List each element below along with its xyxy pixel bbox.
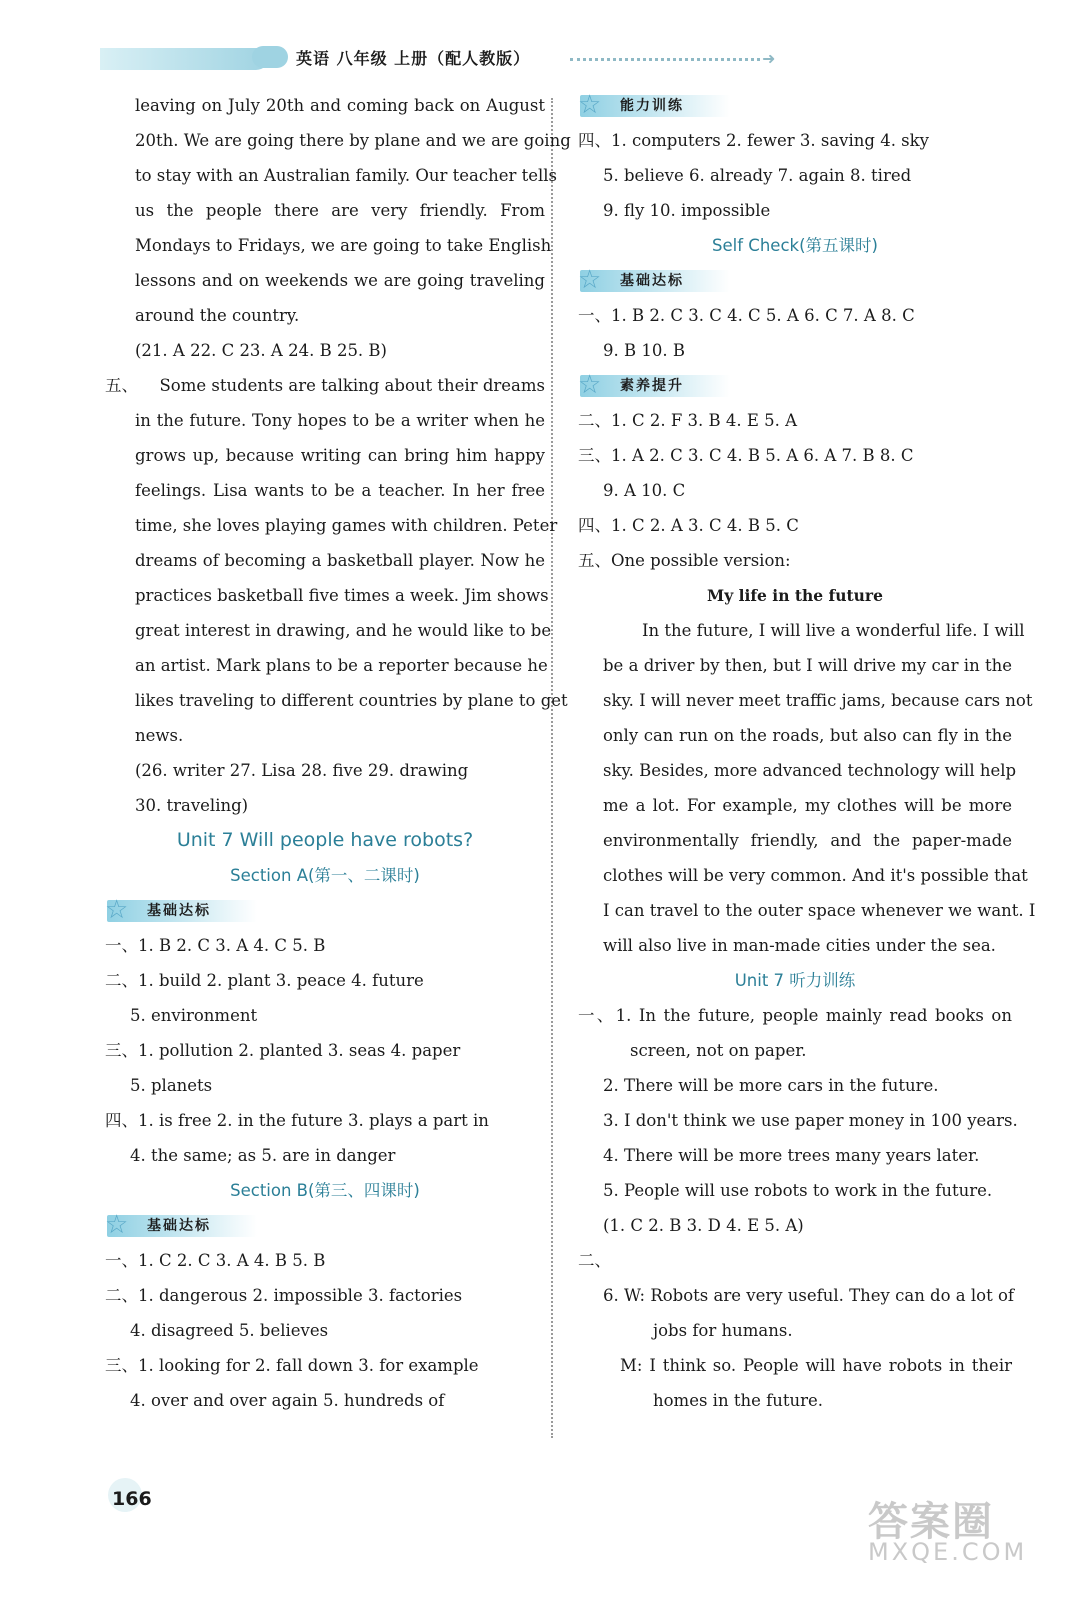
badge-label: 基础达标 [147, 1218, 211, 1234]
text-line: feelings. Lisa wants to be a teacher. In her free [135, 481, 545, 500]
listening-line: 4. There will be more trees many years later. [603, 1146, 980, 1165]
watermark-logo: 答案圈 [868, 1499, 994, 1545]
section-b-title: Section B(第三、四课时) [230, 1181, 420, 1200]
star-icon: ☆ [105, 895, 129, 925]
answer-line: 4. the same; as 5. are in danger [130, 1146, 396, 1165]
section-label: 五、 [105, 376, 138, 395]
text-line: in the future. Tony hopes to be a writer when he [135, 411, 545, 430]
answer-line: 一、1. B 2. C 3. C 4. C 5. A 6. C 7. A 8. C [578, 306, 915, 325]
page-number: 166 [112, 1488, 152, 1510]
text-line: likes traveling to different countries by plane to get [135, 691, 568, 710]
badge-ability [578, 88, 1012, 123]
answer-line: 五、One possible version: [578, 551, 791, 570]
star-icon: ☆ [105, 1210, 129, 1240]
text-line: Mondays to Fridays, we are going to take English [135, 236, 552, 255]
section-five-line [105, 368, 545, 403]
listening-line: 5. People will use robots to work in the future. [603, 1181, 993, 1200]
answer-line: 30. traveling) [135, 796, 249, 815]
text-line: us the people there are very friendly. From [135, 201, 545, 220]
text-line: news. [135, 726, 184, 745]
right-column [578, 88, 1036, 1418]
header-decoration-bar [100, 48, 270, 70]
text-line: 20th. We are going there by plane and we are going [135, 131, 571, 150]
listening-line: 2. There will be more cars in the future. [603, 1076, 939, 1095]
answer-line: 一、1. B 2. C 3. A 4. C 5. B [105, 936, 326, 955]
essay-title: My life in the future [707, 586, 883, 605]
badge-label: 能力训练 [620, 98, 684, 114]
answer-line: 三、1. pollution 2. planted 3. seas 4. paper [105, 1041, 461, 1060]
star-icon: ☆ [578, 370, 602, 400]
essay-line: me a lot. For example, my clothes will be more [603, 796, 1012, 815]
section-label: 二、 [578, 1251, 611, 1270]
header-dotted-line [570, 58, 760, 61]
answer-line: 二、1. C 2. F 3. B 4. E 5. A [578, 411, 798, 430]
watermark-url: MXQE.COM [868, 1538, 1028, 1566]
left-column [105, 88, 571, 1418]
essay-line: In the future, I will live a wonderful life. I will [642, 621, 1025, 640]
badge-label: 基础达标 [620, 273, 684, 289]
essay-line: sky. I will never meet traffic jams, because cars not [603, 691, 1033, 710]
answer-line: 三、1. looking for 2. fall down 3. for example [105, 1356, 479, 1375]
listening-line: screen, not on paper. [630, 1041, 807, 1060]
dialogue-line: M: I think so. People will have robots in their [620, 1356, 1012, 1375]
listening-title: Unit 7 听力训练 [734, 971, 856, 990]
answer-line: 9. B 10. B [603, 341, 685, 360]
answer-line: 四、1. C 2. A 3. C 4. B 5. C [578, 516, 799, 535]
answer-line: 二、1. dangerous 2. impossible 3. factories [105, 1286, 463, 1305]
essay-line: environmentally friendly, and the paper-made [603, 831, 1012, 850]
star-icon: ☆ [578, 90, 602, 120]
dialogue-line: homes in the future. [653, 1391, 823, 1410]
text-line: dreams of becoming a basketball player. Now he [135, 551, 545, 570]
text-line: to stay with an Australian family. Our teacher tells [135, 166, 558, 185]
essay-line: only can run on the roads, but also can fly in the [603, 726, 1012, 745]
text-line: grows up, because writing can bring him happy [135, 446, 545, 465]
essay-line: be a driver by then, but I will drive my car in the [603, 656, 1012, 675]
answer-line: 9. A 10. C [603, 481, 686, 500]
answer-line: 四、1. computers 2. fewer 3. saving 4. sky [578, 131, 929, 150]
badge-basic-a [105, 893, 545, 928]
essay-line: clothes will be very common. And it's possible that [603, 866, 1028, 885]
badge-literacy [578, 368, 1012, 403]
badge-label: 素养提升 [620, 378, 684, 394]
answer-line: 9. fly 10. impossible [603, 201, 771, 220]
text-line: lessons and on weekends we are going traveling [135, 271, 545, 290]
answer-line: 5. planets [130, 1076, 213, 1095]
dialogue-line: 6. W: Robots are very useful. They can do a lot of [603, 1286, 1015, 1305]
section-a-title: Section A(第一、二课时) [230, 866, 420, 885]
text-line: great interest in drawing, and he would like to be [135, 621, 552, 640]
text-line: leaving on July 20th and coming back on August [135, 96, 545, 115]
answer-line: (21. A 22. C 23. A 24. B 25. B) [135, 341, 387, 360]
star-icon: ☆ [578, 265, 602, 295]
answer-line: 一、1. C 2. C 3. A 4. B 5. B [105, 1251, 326, 1270]
page-header [100, 36, 776, 84]
text-line: time, she loves playing games with children. Peter [135, 516, 558, 535]
listening-line: 一、1. In the future, people mainly read books on [578, 1006, 1012, 1025]
badge-label: 基础达标 [147, 903, 211, 919]
essay-line: will also live in man-made cities under the sea. [603, 936, 996, 955]
answer-line: 4. disagreed 5. believes [130, 1321, 329, 1340]
answer-line: 二、1. build 2. plant 3. peace 4. future [105, 971, 424, 990]
answer-line: (1. C 2. B 3. D 4. E 5. A) [603, 1216, 804, 1235]
answer-line: 三、1. A 2. C 3. C 4. B 5. A 6. A 7. B 8. C [578, 446, 914, 465]
text-line: practices basketball five times a week. Jim shows [135, 586, 549, 605]
arrow-right-icon: ➜ [762, 49, 776, 68]
dialogue-line: jobs for humans. [653, 1321, 793, 1340]
answer-line: 5. environment [130, 1006, 258, 1025]
text-line: an artist. Mark plans to be a reporter because he [135, 656, 548, 675]
listening-line: 3. I don't think we use paper money in 100 years. [603, 1111, 1018, 1130]
text-line: around the country. [135, 306, 300, 325]
self-check-title: Self Check(第五课时) [712, 236, 878, 255]
answer-line: (26. writer 27. Lisa 28. five 29. drawing [135, 761, 469, 780]
badge-basic-b [105, 1208, 545, 1243]
column-divider [551, 98, 553, 1438]
answer-line: 5. believe 6. already 7. again 8. tired [603, 166, 912, 185]
header-title: 英语 八年级 上册（配人教版） [296, 49, 531, 68]
text-line: Some students are talking about their dreams [159, 376, 545, 395]
answer-line: 4. over and over again 5. hundreds of [130, 1391, 445, 1410]
answer-line: 四、1. is free 2. in the future 3. plays a part in [105, 1111, 489, 1130]
subject-badge-icon [252, 46, 288, 68]
badge-basic-c [578, 263, 1012, 298]
essay-line: I can travel to the outer space whenever we want. I [603, 901, 1036, 920]
unit-title: Unit 7 Will people have robots? [176, 829, 474, 851]
essay-line: sky. Besides, more advanced technology will help [603, 761, 1017, 780]
